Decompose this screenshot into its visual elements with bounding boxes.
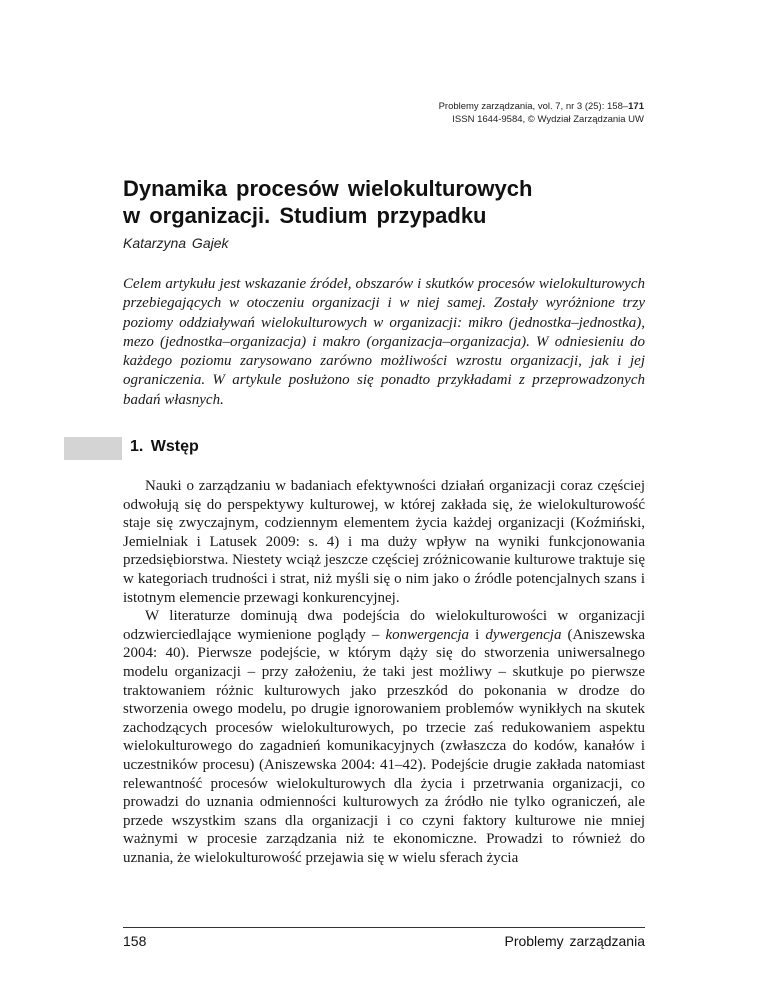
section-title: 1. Wstęp: [130, 438, 199, 455]
paragraph-2-and: i: [469, 626, 486, 643]
citation-line: [439, 101, 644, 114]
footer-divider: [123, 927, 645, 928]
title-line-1: Dynamika procesów wielokulturowych: [123, 176, 533, 201]
issn-line: ISSN 1644-9584, © Wydział Zarządzania UW: [452, 113, 644, 125]
abstract: Celem artykułu jest wskazanie źródeł, obszarów i skutków procesów wielokulturowych przebiegających w otoczeniu organizacji i w niej samej. Zostały wyróżnione trzy poziomy oddziaływań wielokulturowych w organizacji: mikro (jednostka–jednostka), mezo (jednostka–organizacja) i makro (organizacja–organizacja). W odniesieniu do każdego poziomu zarysowano zarówno możliwości wzrostu organizacji, jak i jej ograniczenia. W artykule posłużono się ponadto przykładami z przeprowadzonych badań własnych.: [123, 276, 645, 408]
title-line-2: w organizacji. Studium przypadku: [123, 203, 487, 228]
citation-header: [439, 101, 644, 126]
paragraph-2-rest: (Aniszewska 2004: 40). Pierwsze podejście, w którym dąży się do stworzenia uniwersalnego modelu organizacji – przy założeniu, że taki jest możliwy – skutkuje po pierwsze traktowaniem różnic kulturowych jako przeszkód do pokonania w drodze do stworzenia owego modelu, po drugie ignorowaniem problemów wynikłych na skutek zachodzących procesów wielokulturowych, po trzecie zaś redukowaniem aspektu wielokulturowego do zagadnień komunikacyjnych (zwłaszcza do kodów, kanałów i uczestników procesu) (Aniszewska 2004: 41–42). Podejście drugie zakłada natomiast relewantność procesów wielokulturowych dla życia i przetrwania organizacji, co prowadzi do uznania odmienności kulturowych za źródło nie tylko ograniczeń, ale przede wszystkim szans dla organizacji i co czyni faktory kulturowe nie mniej ważnymi w procesie zarządzania niż te ekonomiczne. Prowadzi to również do uznania, że wielokulturowość przejawia się w wielu sferach życia: [123, 626, 645, 866]
citation-end-page: 171: [628, 101, 644, 112]
author-name: Katarzyna Gajek: [123, 235, 229, 251]
paragraph-2-start: W literaturze dominują dwa podejścia do wielokulturowości w organizacji odzwierciedlające wymienione poglądy –: [123, 608, 645, 643]
article-title: [123, 175, 663, 229]
body-text: [123, 477, 645, 867]
section-marker: [64, 437, 122, 460]
citation-text: Problemy zarządzania, vol. 7, nr 3 (25): 158–: [438, 101, 629, 112]
paragraph-2: [123, 607, 645, 867]
term-dywergencja: dywergencja: [485, 626, 562, 643]
paragraph-1: Nauki o zarządzaniu w badaniach efektywności działań organizacji coraz częściej odwołują się do perspektywy kulturowej, w której zakłada się, że wielokulturowość staje się zwyczajnym, codziennym elementem życia każdej organizacji (Koźmiński, Jemielniak i Latusek 2009: s. 4) i ma duży wpływ na wyniki funkcjonowania przedsiębiorstwa. Niestety wciąż jeszcze częściej zróżnicowanie kulturowe traktuje się w kategoriach trudności i strat, niż myśli się o nim jako o źródle potencjalnych szans i istotnym elemencie przewagi konkurencyjnej.: [123, 478, 645, 606]
term-konwergencja: konwergencja: [385, 626, 470, 643]
page-number: 158: [123, 933, 147, 949]
journal-name: Problemy zarządzania: [504, 933, 645, 949]
